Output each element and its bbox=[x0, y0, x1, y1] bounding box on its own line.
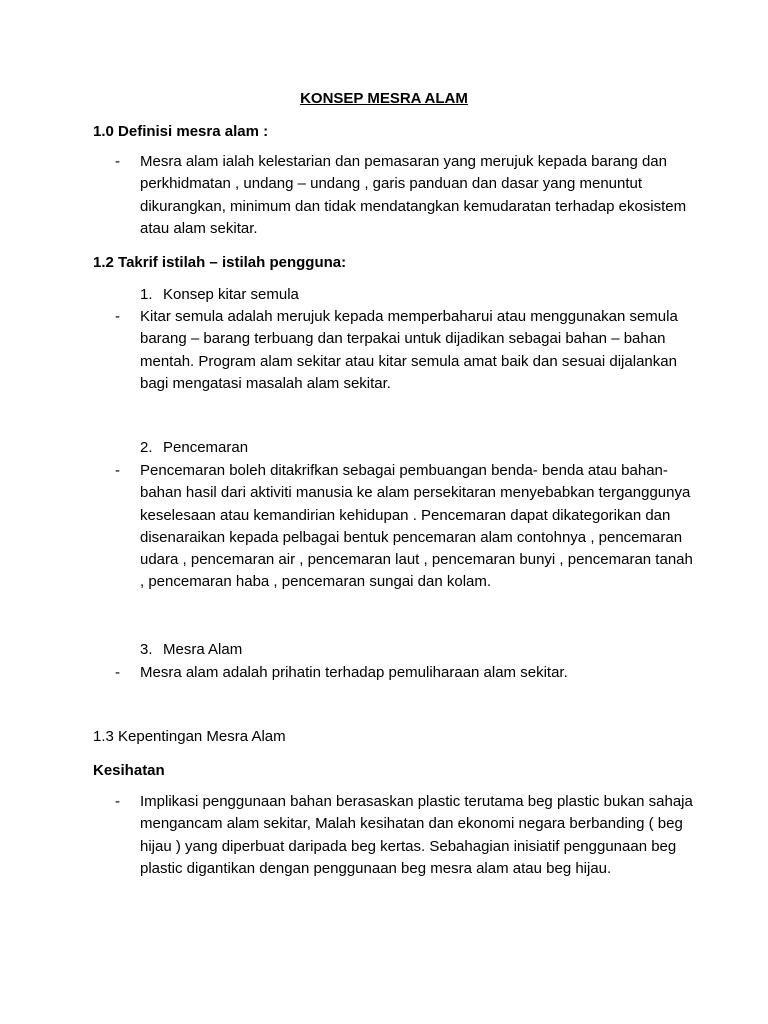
paragraph-definisi: Mesra alam ialah kelestarian dan pemasaran yang merujuk kepada barang dan perkhidmatan , undang – undang , garis panduan dan dasar yang menuntut dikurangkan, minimum dan tidak mendatangkan kemudaratan terhadap ekosistem atau alam sekitar. bbox=[140, 153, 687, 237]
heading-kepentingan: 1.3 Kepentingan Mesra Alam bbox=[93, 728, 286, 745]
item-label: Pencemaran bbox=[163, 439, 249, 456]
heading-definisi: 1.0 Definisi mesra alam : bbox=[93, 123, 269, 140]
item-label: Mesra Alam bbox=[163, 641, 243, 658]
numbered-item-mesra-alam bbox=[140, 639, 242, 661]
bullet-dash: - bbox=[115, 664, 120, 681]
item-label: Konsep kitar semula bbox=[163, 286, 299, 303]
heading-takrif-istilah: 1.2 Takrif istilah – istilah pengguna: bbox=[93, 254, 347, 271]
numbered-item-kitar-semula bbox=[140, 284, 299, 306]
bullet-dash: - bbox=[115, 793, 120, 810]
item-number: 3. bbox=[140, 641, 153, 658]
item-number: 1. bbox=[140, 286, 153, 303]
subheading-kesihatan: Kesihatan bbox=[93, 762, 165, 779]
item-number: 2. bbox=[140, 439, 153, 456]
bullet-dash: - bbox=[115, 308, 120, 325]
paragraph-mesra-alam: Mesra alam adalah prihatin terhadap pemuliharaan alam sekitar. bbox=[140, 664, 568, 681]
bullet-dash: - bbox=[115, 153, 120, 170]
bullet-dash: - bbox=[115, 462, 120, 479]
paragraph-kesihatan: Implikasi penggunaan bahan berasaskan plastic terutama beg plastic bukan sahaja mengancam alam sekitar, Malah kesihatan dan ekonomi negara berbanding ( beg hijau ) yang diperbuat daripada beg kertas. Sebahagian inisiatif penggunaan beg plastic digantikan dengan penggunaan beg mesra alam atau beg hijau. bbox=[140, 793, 693, 877]
numbered-item-pencemaran bbox=[140, 437, 248, 459]
paragraph-pencemaran: Pencemaran boleh ditakrifkan sebagai pembuangan benda- benda atau bahan-bahan hasil dari aktiviti manusia ke alam persekitaran menyebabkan terganggunya keselesaan atau kemandirian kehidupan . Pencemaran dapat dikategorikan dan disenaraikan kepada pelbagai bentuk pencemaran alam contohnya , pencemaran udara , pencemaran air , pencemaran laut , pencemaran bunyi , pencemaran tanah , pencemaran haba , pencemaran sungai dan kolam. bbox=[140, 462, 693, 591]
paragraph-kitar-semula: Kitar semula adalah merujuk kepada memperbaharui atau menggunakan semula barang – barang terbuang dan terpakai untuk dijadikan sebagai bahan – bahan mentah. Program alam sekitar atau kitar semula amat baik dan sesuai dijalankan bagi mengatasi masalah alam sekitar. bbox=[140, 308, 678, 392]
document-title: KONSEP MESRA ALAM bbox=[300, 90, 468, 107]
